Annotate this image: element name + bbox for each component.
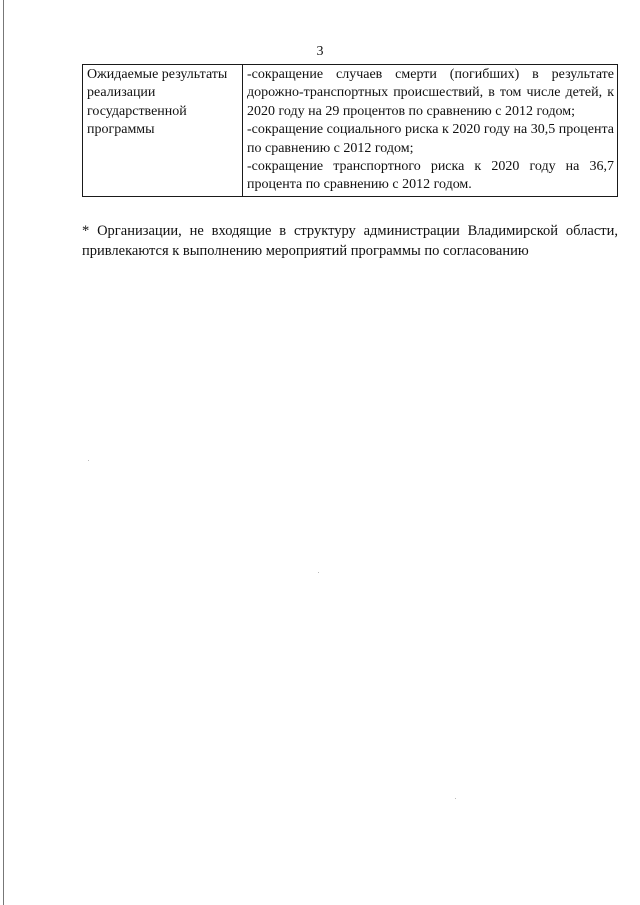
scan-speck [318,572,319,573]
footnote: * Организации, не входящие в структуру администрации Владимирской области, привлекаются к выполнению мероприятий программы по согласованию [82,223,618,259]
scan-edge-line [3,0,4,905]
scan-speck [455,798,456,799]
result-item-social-risk: -сокращение социального риска к 2020 году на 30,5 процента по сравнению с 2012 годом; [247,122,614,156]
table-label-cell: Ожидаемые результаты реализации государственной программы [83,65,243,197]
expected-results-table [82,64,618,197]
table-value-cell [243,65,618,197]
scan-speck [88,460,89,461]
page-number: 3 [316,44,324,59]
result-item-transport-risk: -сокращение транспортного риска к 2020 году на 36,7 процента по сравнению с 2012 годом. [247,159,614,193]
result-item-mortality: -сокращение случаев смерти (погибших) в результате дорожно-транспортных происшествий, в том числе детей, к 2020 году на 29 процентов по сравнению с 2012 годом; [247,67,614,119]
table-row [83,65,618,197]
